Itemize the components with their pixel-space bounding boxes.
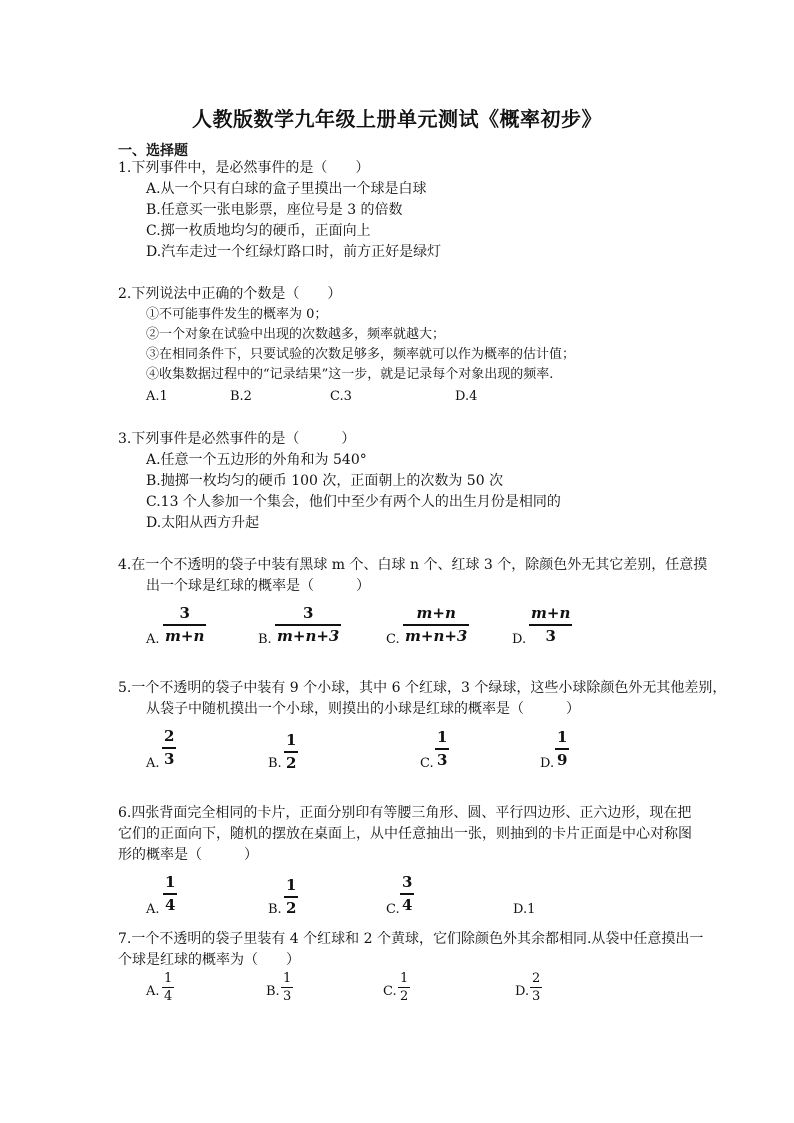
q5-fraction-d-denominator: 9 [557,750,568,769]
q4-label-d: D. [512,632,527,647]
q6-fraction-c-numerator: 3 [402,873,413,891]
q1-stem: 1.下列事件中，是必然事件的是（ ） [118,160,370,176]
q4-label-c: C. [386,632,400,647]
q7-fraction-a [162,972,174,1003]
q6-fraction-a-numerator: 1 [165,873,176,891]
q7-label-a: A. [146,984,160,999]
q4-fraction-c-numerator: m+n [416,604,456,622]
q5-fraction-c [435,730,449,768]
fraction-bar [284,751,298,753]
fraction-bar [398,987,410,988]
q6-fraction-b [284,878,298,916]
q7-label-b: B. [266,984,280,999]
q2-statement-2: ②一个对象在试验中出现的次数越多，频率就越大； [146,327,446,342]
q5-fraction-a-denominator: 3 [164,749,175,768]
q4-fraction-a-denominator: m+n [165,626,205,645]
q6-stem-line1: 6.四张背面完全相同的卡片，正面分别印有等腰三角形、圆、平行四边形、正六边形，现在把 [118,805,692,821]
q5-fraction-b [284,733,298,771]
q6-label-b: B. [268,902,282,917]
q3-stem: 3.下列事件是必然事件的是（ ） [118,431,356,447]
q7-stem-line2: 个球是红球的概率为（ ） [118,952,300,968]
q7-stem-line1: 7.一个不透明的袋子里装有 4 个红球和 2 个黄球，它们除颜色外其余都相同.从袋中任意摸出一 [118,931,704,947]
page-title: 人教版数学九年级上册单元测试《概率初步》 [192,107,602,131]
q3-option-b: B.抛掷一枚均匀的硬币 100 次，正面朝上的次数为 50 次 [146,473,504,489]
fraction-bar [281,987,293,988]
q7-fraction-c-denominator: 2 [400,989,409,1004]
fraction-bar [555,748,569,750]
q2-stem: 2.下列说法中正确的个数是（ ） [118,286,342,302]
q5-label-c: C. [420,756,434,771]
q4-fraction-c [403,606,469,644]
q6-fraction-b-numerator: 1 [286,876,297,894]
q6-stem-line2: 它们的正面向下，随机的摆放在桌面上，从中任意抽出一张，则抽到的卡片正面是中心对称图 [118,826,692,842]
q5-fraction-a-numerator: 2 [164,727,175,745]
q4-fraction-d [529,606,572,644]
q1-option-d: D.汽车走过一个红绿灯路口时，前方正好是绿灯 [146,244,442,260]
section-heading: 一、选择题 [118,143,188,159]
q2-choice-c: C.3 [330,389,352,404]
q4-stem-line2: 出一个球是红球的概率是（ ） [146,578,370,594]
q5-label-a: A. [146,756,160,771]
q4-fraction-d-denominator: 3 [545,626,556,645]
q1-option-c: C.掷一枚质地均匀的硬币，正面向上 [146,223,371,239]
q7-fraction-d-numerator: 2 [532,971,541,986]
q2-statement-3: ③在相同条件下，只要试验的次数足够多，频率就可以作为概率的估计值； [146,347,576,362]
q4-fraction-a-numerator: 3 [179,604,190,622]
q7-fraction-c-numerator: 1 [400,971,409,986]
q5-fraction-a [162,729,176,767]
q2-choice-d: D.4 [455,389,478,404]
q7-fraction-d-denominator: 3 [532,989,541,1004]
fraction-bar [403,624,469,626]
q6-label-c: C. [386,902,400,917]
q5-fraction-b-numerator: 1 [286,731,297,749]
q6-fraction-a [163,875,177,913]
q2-statement-4: ④收集数据过程中的“记录结果”这一步，就是记录每个对象出现的频率. [146,367,554,382]
q7-fraction-b-denominator: 3 [283,989,292,1004]
q6-label-d: D.1 [513,902,536,917]
q7-fraction-c [398,972,410,1003]
q2-statement-1: ①不可能事件发生的概率为 0； [146,307,328,322]
q6-fraction-c-denominator: 4 [402,895,413,914]
q5-stem-line2: 从袋子中随机摸出一个小球，则摸出的小球是红球的概率是（ ） [146,701,580,717]
q1-option-a: A.从一个只有白球的盒子里摸出一个球是白球 [146,181,427,197]
q5-fraction-c-denominator: 3 [437,750,448,769]
q4-fraction-c-denominator: m+n+3 [405,626,468,645]
q3-option-c: C.13 个人参加一个集会，他们中至少有两个人的出生月份是相同的 [146,494,561,510]
q7-fraction-b-numerator: 1 [283,971,292,986]
q4-stem-line1: 4.在一个不透明的袋子中装有黑球 m 个、白球 n 个、红球 3 个，除颜色外无其它差别，任意摸 [118,557,708,573]
fraction-bar [163,893,177,895]
q6-label-a: A. [146,902,160,917]
q2-choice-b: B.2 [230,389,252,404]
q4-fraction-b-denominator: m+n+3 [277,626,340,645]
fraction-bar [530,987,542,988]
fraction-bar [275,624,341,626]
fraction-bar [162,747,176,749]
q1-option-b: B.任意买一张电影票，座位号是 3 的倍数 [146,202,403,218]
q5-fraction-b-denominator: 2 [286,753,297,772]
q5-label-b: B. [268,756,282,771]
fraction-bar [529,624,572,626]
q3-option-d: D.太阳从西方升起 [146,515,260,531]
q6-fraction-c [400,875,414,913]
q7-fraction-d [530,972,542,1003]
fraction-bar [435,748,449,750]
q7-fraction-a-numerator: 1 [164,971,173,986]
fraction-bar [162,987,174,988]
fraction-bar [163,624,206,626]
q6-fraction-b-denominator: 2 [286,898,297,917]
q7-fraction-b [281,972,293,1003]
q7-fraction-a-denominator: 4 [164,989,173,1004]
q5-fraction-d-numerator: 1 [557,728,568,746]
q2-choice-a: A.1 [146,389,168,404]
q4-label-a: A. [146,632,160,647]
q4-fraction-a [163,606,206,644]
fraction-bar [284,896,298,898]
q4-fraction-d-numerator: m+n [531,604,571,622]
fraction-bar [400,893,414,895]
q7-label-c: C. [383,984,397,999]
q5-label-d: D. [540,756,555,771]
q7-label-d: D. [515,984,530,999]
q5-fraction-c-numerator: 1 [437,728,448,746]
q5-fraction-d [555,730,569,768]
q4-fraction-b [275,606,341,644]
q4-label-b: B. [258,632,272,647]
q6-fraction-a-denominator: 4 [165,895,176,914]
q3-option-a: A.任意一个五边形的外角和为 540° [146,452,367,468]
q6-stem-line3: 形的概率是（ ） [118,847,258,863]
q4-fraction-b-numerator: 3 [302,604,314,622]
q5-stem-line1: 5.一个不透明的袋子中装有 9 个小球，其中 6 个红球，3 个绿球，这些小球除颜色外无其他差别， [118,680,727,696]
